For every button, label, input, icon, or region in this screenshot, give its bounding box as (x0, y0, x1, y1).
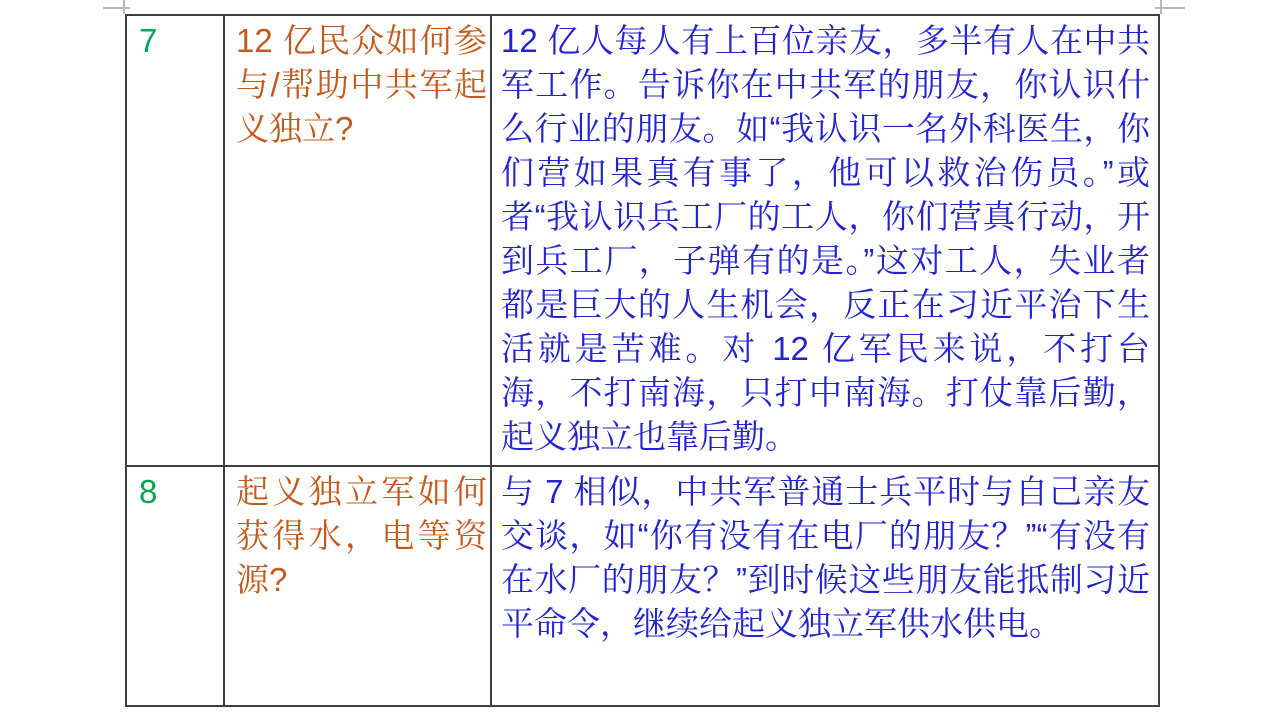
answer-cell (492, 16, 1158, 467)
crop-mark-top-left-vertical (123, 0, 125, 14)
row-number: 7 (139, 22, 158, 59)
crop-mark-top-right-vertical (1160, 0, 1162, 14)
row-number-cell (127, 16, 225, 467)
question-cell (225, 467, 492, 705)
answer-text: 与 7 相似，中共军普通士兵平时与自己亲友交谈，如“你有没有在电厂的朋友？”“有没有在水厂的朋友？”到时候这些朋友能抵制习近平命令，继续给起义独立军供水供电。 (501, 473, 1150, 642)
question-text: 12 亿民众如何参与/帮助中共军起义独立? (236, 22, 487, 147)
question-text: 起义独立军如何获得水，电等资源? (236, 473, 487, 598)
qa-table (125, 14, 1160, 707)
row-number-cell (127, 467, 225, 705)
crop-mark-top-left-horizontal (103, 7, 130, 9)
question-cell (225, 16, 492, 467)
row-number: 8 (139, 473, 158, 510)
answer-cell (492, 467, 1158, 705)
answer-text: 12 亿人每人有上百位亲友，多半有人在中共军工作。告诉你在中共军的朋友，你认识什么行业的朋友。如“我认识一名外科医生，你们营如果真有事了，他可以救治伤员。”或者“我认识兵工厂的工人，你们营真行动，开到兵工厂，子弹有的是。”这对工人，失业者都是巨大的人生机会，反正在习近平治下生活就是苦难。对 12 亿军民来说，不打台海，不打南海，只打中南海。打仗靠后勤，起义独立也靠后勤。 (501, 22, 1150, 455)
